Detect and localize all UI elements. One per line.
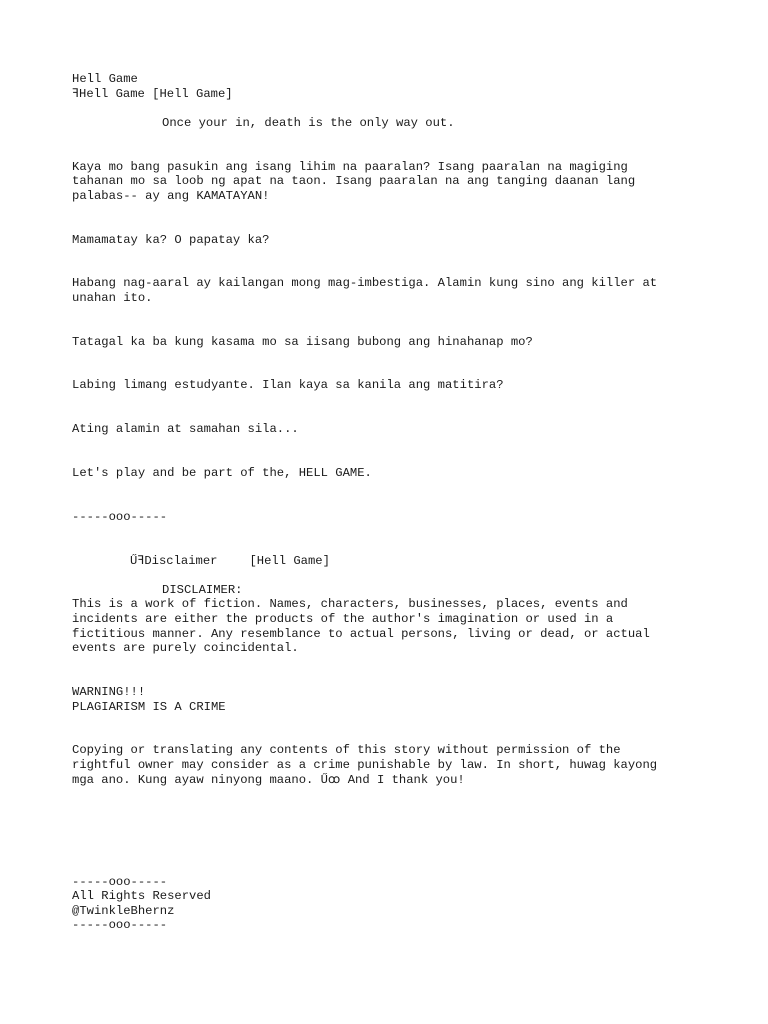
- doc-tagline: Once your in, death is the only way out.: [162, 115, 455, 130]
- disclaimer-label: DISCLAIMER:: [162, 582, 243, 597]
- warning-plagiarism: PLAGIARISM IS A CRIME: [72, 699, 226, 714]
- document-page: [72, 72, 696, 933]
- warning-heading: WARNING!!!: [72, 684, 146, 699]
- doc-title: Hell Game: [72, 72, 138, 86]
- copyright-notice: Copying or translating any contents of this story without permission of the rightful owner may consider as a crime punishable by law. In short, huwag kayong mga ano. Kung ayaw ninyong maano. Űꝏ And I thank you!: [72, 743, 658, 787]
- paragraph-survive: Tatagal ka ba kung kasama mo sa iisang bubong ang hinahanap mo?: [72, 334, 533, 349]
- doc-subtitle: ꟻHell Game [Hell Game]: [72, 86, 233, 101]
- paragraph-investigate: Habang nag-aaral ay kailangan mong mag-imbestiga. Alamin kung sino ang killer at unahan ito.: [72, 276, 658, 305]
- footer-separator-bottom: -----ooo-----: [72, 918, 168, 933]
- disclaimer-header: [72, 554, 696, 569]
- disclaimer-header-left: ŰꟻDisclaimer: [130, 553, 218, 568]
- disclaimer-header-right: [Hell Game]: [249, 553, 330, 568]
- paragraph-question: Mamamatay ka? O papatay ka?: [72, 232, 270, 247]
- paragraph-join: Ating alamin at samahan sila...: [72, 422, 299, 437]
- footer-rights: All Rights Reserved: [72, 889, 211, 904]
- disclaimer-text: This is a work of fiction. Names, characters, businesses, places, events and incidents are either the products of the author's imagination or used in a fictitious manner. Any resemblance to actual persons, living or dead, or actual events are purely coincidental.: [72, 597, 650, 656]
- separator: -----ooo-----: [72, 509, 168, 524]
- footer-separator-top: -----ooo-----: [72, 874, 168, 889]
- paragraph-students: Labing limang estudyante. Ilan kaya sa kanila ang matitira?: [72, 378, 504, 393]
- paragraph-intro: Kaya mo bang pasukin ang isang lihim na paaralan? Isang paaralan na magiging tahanan mo sa loob ng apat na taon. Isang paaralan na ang tanging daanan lang palabas-- ay ang KAMATAYAN!: [72, 159, 636, 203]
- footer-author: @TwinkleBhernz: [72, 903, 175, 918]
- paragraph-play: Let's play and be part of the, HELL GAME.: [72, 466, 372, 481]
